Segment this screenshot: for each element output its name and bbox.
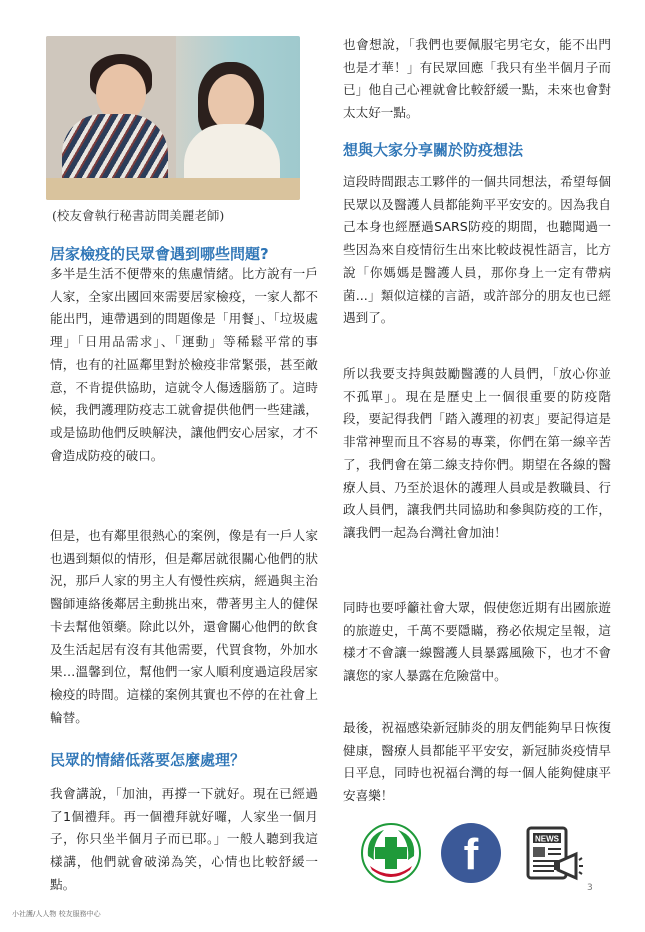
- paragraph-anxiety: 多半是生活不便帶來的焦慮情緒。比方說有一戶人家，全家出國回來需要居家檢疫，一家人都不能出門，連帶遇到的問題像是「用餐」、「垃圾處理」「日用品需求」、「運動」等稀鬆平常的事情，也有的社區鄰里對於檢疫非常緊張，甚至敵意，不肯提供協助，這就令人傷透腦筋了。這時候，我們護理防疫志工就會提供他們一些建議，或是協助他們反映解決，讓他們安心居家，才不會造成防疫的破口。: [50, 266, 318, 463]
- paragraph-encourage: 我會講說，「加油，再撐一下就好。現在已經過了1個禮拜。再一個禮拜就好囉，人家坐一個月子，你只坐半個月子而已耶。」一般人聽到我這樣講，他們就會破涕為笑，心情也比較舒緩一點。: [50, 786, 318, 892]
- paragraph-shared-hope: 這段時間跟志工夥伴的一個共同想法，希望每個民眾以及醫護人員都能夠平平安安的。因為我自己本身也經歷過SARS防疫的期間，也聽聞過一些因為來自疫情衍生出來比較歧視性語言，比方說「你媽媽是醫護人員，那你身上一定有帶病菌...」類似這樣的言語，或許部分的朋友也已經遇到了。: [343, 174, 611, 326]
- interview-photo: [46, 36, 300, 200]
- facebook-icon[interactable]: [440, 822, 502, 884]
- paragraph-support-medical: 所以我要支持與鼓勵醫護的人員們，「放心你並不孤單」。現在是歷史上一個很重要的防疫階段，要記得我們「踏入護理的初衷」要記得這是非常神聖而且不容易的專業，你們在第一線辛苦了，我們會在第二線支持你們。期望在各線的醫療人員、乃至於退休的護理人員或是教職員、行政人員們，讓我們共同協助和參與防疫的工作，讓我們一起為台灣社會加油！: [343, 366, 611, 540]
- page-number: 3: [587, 883, 593, 893]
- paragraph-call-public: 同時也要呼籲社會大眾，假使您近期有出國旅遊的旅遊史，千萬不要隱瞞，務必依規定呈報，這樣才不會讓一線醫護人員暴露風險下，也才不會讓您的家人暴露在危險當中。: [343, 600, 611, 684]
- footer-text: 小社護/人人物 校友服務中心: [12, 910, 101, 918]
- heading-share-thoughts: 想與大家分享關於防疫想法: [343, 141, 524, 159]
- heading-home-quarantine-problems: 居家檢疫的民眾會遇到哪些問題?: [50, 245, 269, 263]
- paragraph-blessing: 最後，祝福感染新冠肺炎的朋友們能夠早日恢復健康，醫療人員都能平平安安，新冠肺炎疫情早日平息，同時也祝福台灣的每一個人能夠健康平安喜樂！: [343, 720, 611, 804]
- paragraph-continued: 也會想說，「我們也要佩服宅男宅女，能不出門也是才華！」有民眾回應「我只有坐半個月子而已」他自己心裡就會比較舒緩一點，未來也會對太太好一點。: [343, 37, 611, 121]
- heading-low-mood: 民眾的情緒低落要怎麼處理？: [50, 751, 246, 769]
- facebook-letter: f: [463, 830, 479, 879]
- photo-caption: (校友會執行秘書訪問美麗老師): [52, 208, 225, 223]
- health-emblem-icon: [360, 822, 422, 884]
- news-megaphone-icon: [524, 824, 584, 884]
- table: [46, 178, 300, 200]
- paragraph-neighbors: 但是，也有鄰里很熱心的案例，像是有一戶人家也遇到類似的情形，但是鄰居就很關心他們的狀況，那戶人家的男主人有慢性疾病，經過與主治醫師連絡後鄰居主動挑出來，帶著男主人的健保卡去幫他領藥。除此以外，還會關心他們的飲食及生活起居有沒有其他需要，代買食物，外加水果…溫馨到位，幫他們一家人順利度過這段居家檢疫的時間。這樣的案例其實也不停的在社會上輪替。: [50, 528, 318, 725]
- news-icon-label: NEWS: [535, 834, 559, 844]
- person-right-face: [208, 74, 254, 130]
